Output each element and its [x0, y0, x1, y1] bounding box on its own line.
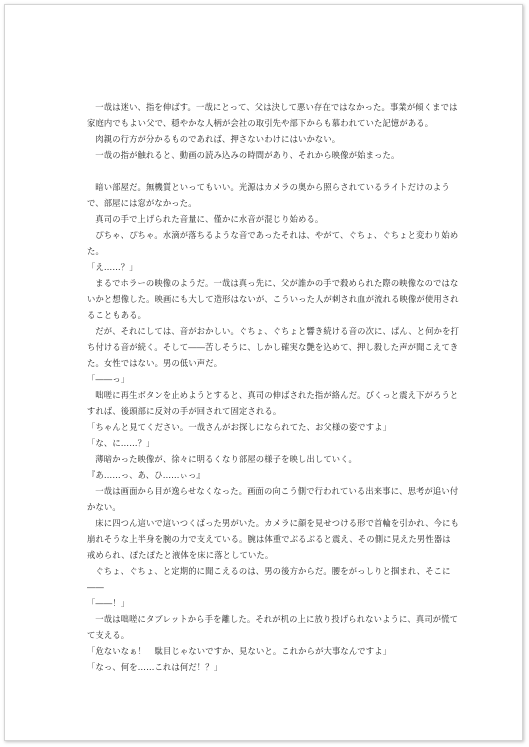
paragraph: 真司の手で上げられた音量に、僅かに水音が混じり始める。 — [95, 214, 324, 224]
dialogue-line: 「――！」 — [87, 598, 130, 608]
paragraph: 肉親の行方が分かるものであれば、押さないわけにはいかない。 — [95, 134, 341, 144]
paragraph: ぴちゃ、ぴちゃ。水滴が落ちるような音であったそれは、やがて、ぐちょ、ぐちょと変わり始めた。 — [87, 230, 459, 256]
paragraph: 一哉は咄嗟にタブレットから手を離した。それが机の上に放り投げられないように、真司が慌てて支える。 — [87, 614, 459, 640]
paragraph: 咄嗟に再生ボタンを止めようとすると、真司の伸ばされた指が絡んだ。びくっと震え下がろうとすれば、後頭部に反対の手が回されて固定される。 — [87, 390, 459, 416]
dialogue-line: 「なっ、何を……これは何だ！？」 — [87, 662, 223, 672]
paragraph: 床に四つん這いで這いつくばった男がいた。カメラに顔を見せつける形で首輪を引かれ、今にも崩れそうな上半身を腕の力で支えている。腕は体重でぶるぶると震え、その側に見えた男性器は戒められ、ぽたぽたと液体を床に落としていた。 — [87, 518, 460, 560]
dialogue-line: 「ちゃんと見てください。一哉さんがお探しになられてた、お父様の姿ですよ」 — [87, 422, 392, 432]
dialogue-line: 「な、に……？」 — [87, 438, 155, 448]
paragraph: 一哉の指が触れると、動画の読み込みの時間があり、それから映像が始まった。 — [95, 150, 400, 160]
dialogue-line: 『あ……っ、あ、ひ……ぃっ』 — [87, 470, 205, 480]
paragraph: まるでホラーの映像のようだ。一哉は真っ先に、父が誰かの手で殺められた際の映像なのではないかと想像した。映画にも大して造形はないが、こういった人が刺され血が流れる映像が使用されることもある。 — [87, 278, 459, 320]
paragraph: 暗い部屋だ。無機質といってもいい。光源はカメラの奥から照らされているライトだけのようで、部屋には窓がなかった。 — [87, 182, 450, 208]
paragraph: 一哉は画面から目が逸らせなくなった。画面の向こう側で行われている出来事に、思考が追い付かない。 — [87, 486, 459, 512]
dialogue-line: 「危ないなぁ！ 駄目じゃないですか、見ないと。これからが大事なんですよ」 — [87, 646, 392, 656]
dialogue-line: 「――っ」 — [87, 374, 130, 384]
document-page — [4, 4, 523, 741]
blank-line — [87, 163, 459, 179]
body-text — [87, 99, 459, 675]
paragraph: 薄暗かった映像が、徐々に明るくなり部屋の様子を映し出していく。 — [95, 454, 357, 464]
paragraph: 一哉は迷い、指を伸ばす。一哉にとって、父は決して悪い存在ではなかった。事業が傾くまでは家庭内でもよい父で、穏やかな人柄が会社の取引先や部下からも慕われていた記憶がある。 — [87, 102, 458, 128]
paragraph: だが、それにしては、音がおかしい。ぐちょ、ぐちょと響き続ける音の次に、ぱん、と何かを打ち付ける音が続く。そして――苦しそうに、しかし確実な艶を込めて、押し殺した声が聞こえてきた。女性ではない。男の低い声だ。 — [87, 326, 460, 368]
paragraph: ぐちょ、ぐちょ、と定期的に聞こえるのは、男の後方からだ。腰をがっしりと掴まれ、そこに―― — [87, 566, 451, 592]
dialogue-line: 「え……？」 — [87, 262, 138, 272]
